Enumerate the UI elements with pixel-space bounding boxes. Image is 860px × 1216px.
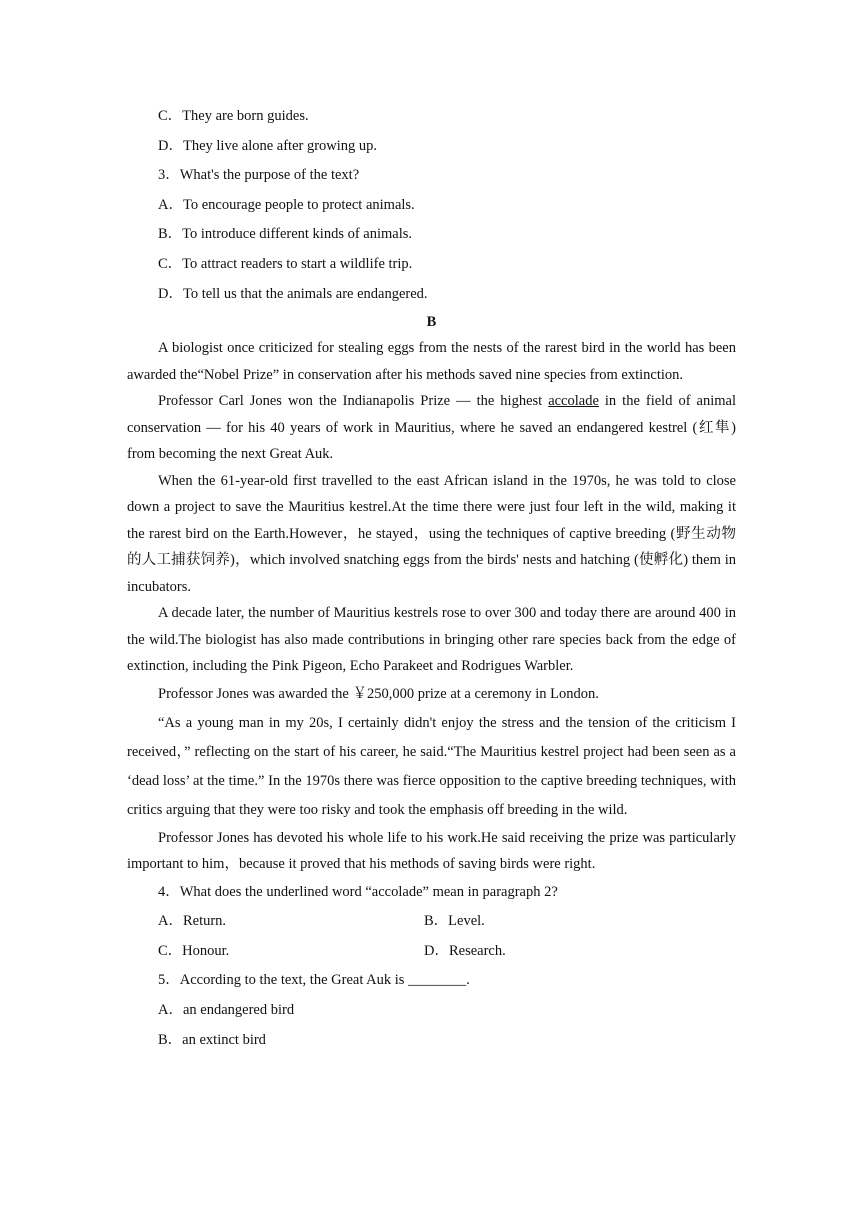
q5-option-a: A．an endangered bird bbox=[158, 1002, 295, 1019]
q3-option-a: A．To encourage people to protect animals. bbox=[158, 196, 415, 213]
q3-option-c: C．To attract readers to start a wildlife trip. bbox=[158, 255, 413, 272]
q4-options-row-2 bbox=[127, 937, 736, 967]
document-page bbox=[127, 102, 736, 1055]
q4-option-d: D．Research. bbox=[424, 942, 506, 959]
passage-paragraph-2 bbox=[127, 388, 736, 468]
paragraph-2-text-end: in the field of animal conservation — for his 40 years of work in Mauritius, where he saved an endangered kestrel (红隼) from becoming the next Great Auk. bbox=[127, 393, 736, 463]
q4-option-c: C．Honour. bbox=[158, 942, 230, 959]
passage-paragraph-1: A biologist once criticized for stealing eggs from the nests of the rarest bird in the world has been awarded the“Nobel Prize” in conservation after his methods saved nine species from extinction. bbox=[127, 340, 736, 383]
q3-option-b: B．To introduce different kinds of animals. bbox=[158, 226, 413, 243]
q5-question: 5．According to the text, the Great Auk is ________. bbox=[158, 972, 470, 989]
q3-question: 3．What's the purpose of the text? bbox=[158, 167, 360, 184]
q4-option-b: B．Level. bbox=[424, 913, 485, 930]
q4-option-a: A．Return. bbox=[158, 913, 227, 930]
q5-option-b: B．an extinct bird bbox=[158, 1031, 266, 1048]
q2-option-d: D．They live alone after growing up. bbox=[158, 137, 378, 154]
q4-options-row-1 bbox=[127, 907, 736, 937]
q3-option-d: D．To tell us that the animals are endangered. bbox=[158, 285, 428, 302]
underlined-word-accolade: accolade bbox=[548, 393, 599, 410]
passage-paragraph-5: Professor Jones was awarded the ￥250,000 prize at a ceremony in London. bbox=[158, 685, 599, 702]
passage-paragraph-4: A decade later, the number of Mauritius kestrels rose to over 300 and today there are around 400 in the wild.The biologist has also made contributions in bringing other rare species back from the edge of extinction, including the Pink Pigeon, Echo Parakeet and Rodrigues Warbler. bbox=[127, 605, 736, 675]
q4-question: 4．What does the underlined word “accolade” mean in paragraph 2? bbox=[158, 883, 558, 900]
paragraph-2-text-start: Professor Carl Jones won the Indianapolis Prize — the highest bbox=[158, 393, 549, 410]
passage-paragraph-6: “As a young man in my 20s, I certainly didn't enjoy the stress and the tension of the criticism I received，” reflecting on the start of his career, he said.“The Mauritius kestrel project had been seen as a ‘dead loss’ at the time.” In the 1970s there was fierce opposition to the captive breeding techniques, with critics arguing that they were too risky and took the emphasis off breeding in the wild. bbox=[127, 714, 736, 818]
q2-option-c: C．They are born guides. bbox=[158, 108, 309, 124]
passage-paragraph-3: When the 61-year-old first travelled to the east African island in the 1970s, he was told to close down a project to save the Mauritius kestrel.At the time there were just four left in the wild, making it the rarest bird on the Earth.However，he stayed，using the techniques of captive breeding (野生动物的人工捕获饲养)，which involved snatching eggs from the birds' nests and hatching (使孵化) them in incubators. bbox=[127, 472, 736, 595]
passage-heading: B bbox=[426, 314, 437, 331]
passage-paragraph-7: Professor Jones has devoted his whole life to his work.He said receiving the prize was particularly important to him，because it proved that his methods of saving birds were right. bbox=[127, 829, 736, 873]
